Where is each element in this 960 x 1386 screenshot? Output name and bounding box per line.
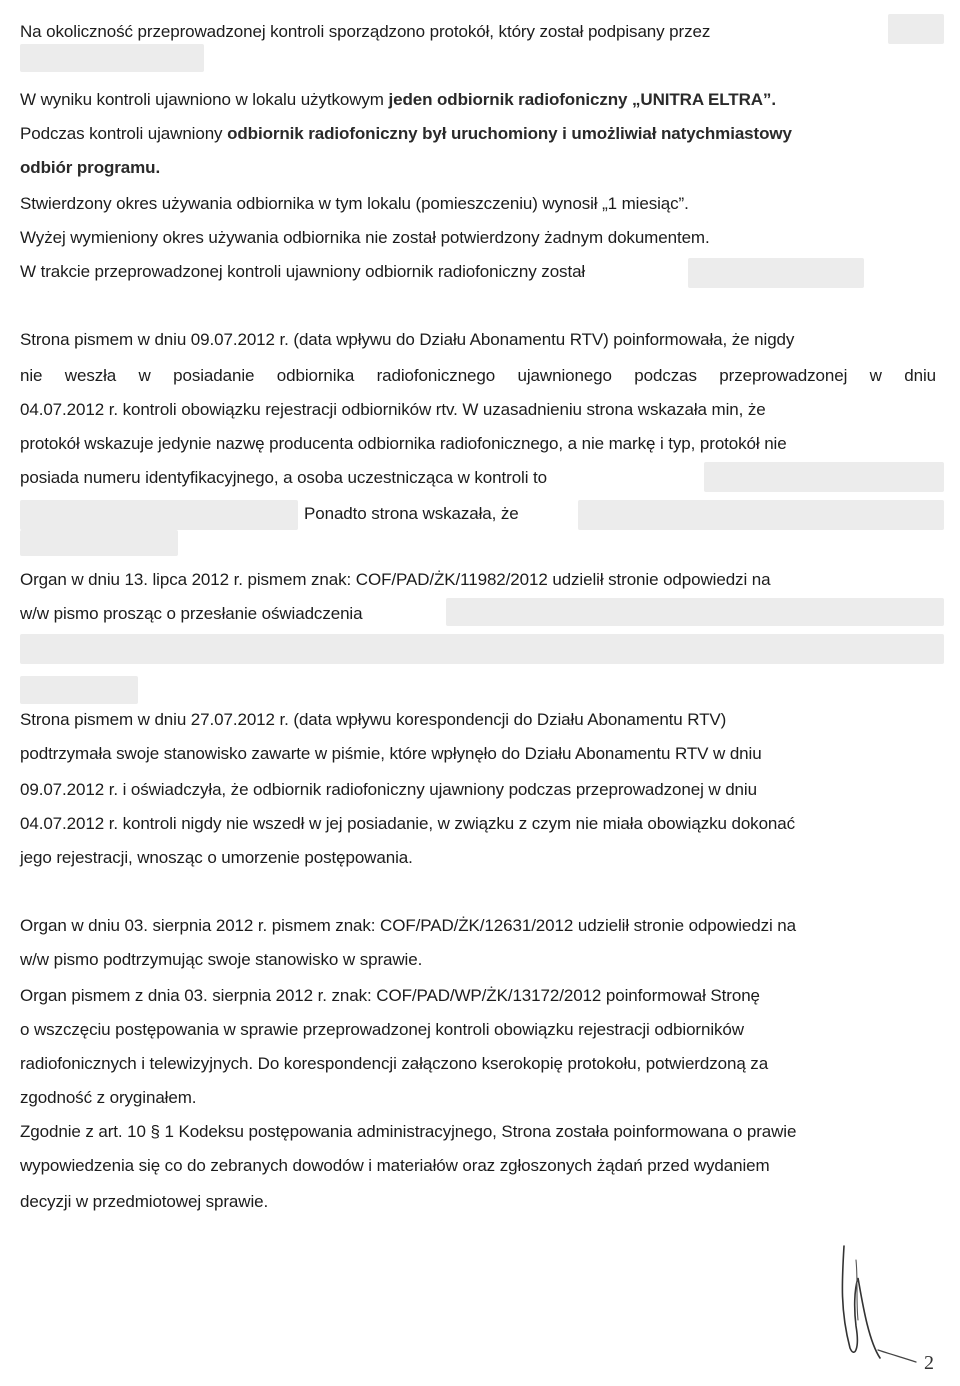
text-line: Organ w dniu 13. lipca 2012 r. pismem znak: COF/PAD/ŻK/11982/2012 udzielił stronie odpowiedzi na bbox=[20, 570, 771, 589]
redaction-block bbox=[578, 500, 944, 530]
bold-text-line: odbiór programu. bbox=[20, 158, 161, 177]
redaction-block bbox=[20, 44, 204, 72]
bold-text-span: odbiornik radiofoniczny był uruchomiony i umożliwiał natychmiastowy bbox=[227, 124, 792, 143]
text-span: Podczas kontroli ujawniony bbox=[20, 124, 223, 143]
text-line: w/w pismo prosząc o przesłanie oświadczenia bbox=[20, 604, 363, 623]
redaction-block bbox=[704, 462, 944, 492]
text-line: o wszczęciu postępowania w sprawie przeprowadzonej kontroli obowiązku rejestracji odbiorników bbox=[20, 1020, 744, 1039]
text-line: Ponadto strona wskazała, że bbox=[304, 504, 519, 523]
redaction-block bbox=[20, 500, 298, 530]
text-line bbox=[20, 88, 776, 112]
text-line: posiada numeru identyfikacyjnego, a osoba uczestnicząca w kontroli to bbox=[20, 468, 548, 487]
text-line: Strona pismem w dniu 09.07.2012 r. (data wpływu do Działu Abonamentu RTV) poinformowała, że nigdy bbox=[20, 330, 795, 349]
bold-text-span: jeden odbiornik radiofoniczny „UNITRA ELTRA”. bbox=[388, 90, 776, 109]
text-line: zgodność z oryginałem. bbox=[20, 1088, 197, 1107]
text-line: wypowiedzenia się co do zebranych dowodów i materiałów oraz zgłoszonych żądań przed wydaniem bbox=[20, 1156, 770, 1175]
redaction-block bbox=[446, 598, 944, 626]
text-line: w/w pismo podtrzymując swoje stanowisko w sprawie. bbox=[20, 950, 423, 969]
text-line: jego rejestracji, wnosząc o umorzenie postępowania. bbox=[20, 848, 413, 867]
text-line: radiofonicznych i telewizyjnych. Do korespondencji załączono kserokopię protokołu, potwierdzoną za bbox=[20, 1054, 769, 1073]
redaction-block bbox=[20, 530, 178, 556]
text-line: Stwierdzony okres używania odbiornika w tym lokalu (pomieszczeniu) wynosił „1 miesiąc”. bbox=[20, 194, 689, 213]
text-line: Zgodnie z art. 10 § 1 Kodeksu postępowania administracyjnego, Strona została poinformowana o prawie bbox=[20, 1122, 797, 1141]
text-line: W trakcie przeprowadzonej kontroli ujawniony odbiornik radiofoniczny został bbox=[20, 262, 586, 281]
text-span: W wyniku kontroli ujawniono w lokalu użytkowym bbox=[20, 90, 384, 109]
text-line: 04.07.2012 r. kontroli obowiązku rejestracji odbiorników rtv. W uzasadnieniu strona wskazała min, że bbox=[20, 400, 766, 419]
text-line: Organ pismem z dnia 03. sierpnia 2012 r. znak: COF/PAD/WP/ŻK/13172/2012 poinformował Stronę bbox=[20, 986, 760, 1005]
page-number: 2 bbox=[924, 1352, 934, 1374]
text-line: Strona pismem w dniu 27.07.2012 r. (data wpływu korespondencji do Działu Abonamentu RTV) bbox=[20, 710, 727, 729]
redaction-block bbox=[888, 14, 944, 44]
text-line: protokół wskazuje jedynie nazwę producenta odbiornika radiofonicznego, a nie markę i typ, protokół nie bbox=[20, 434, 787, 453]
handwritten-signature bbox=[820, 1230, 930, 1370]
text-line bbox=[20, 122, 792, 146]
text-line: Wyżej wymieniony okres używania odbiornika nie został potwierdzony żadnym dokumentem. bbox=[20, 228, 710, 247]
text-line: Na okoliczność przeprowadzonej kontroli sporządzono protokół, który został podpisany przez bbox=[20, 22, 711, 41]
text-line: 09.07.2012 r. i oświadczyła, że odbiornik radiofoniczny ujawniony podczas przeprowadzonej w dniu bbox=[20, 780, 757, 799]
text-line: Organ w dniu 03. sierpnia 2012 r. pismem znak: COF/PAD/ŻK/12631/2012 udzielił stronie odpowiedzi na bbox=[20, 916, 796, 935]
redaction-block bbox=[20, 676, 138, 704]
text-line: decyzji w przedmiotowej sprawie. bbox=[20, 1192, 269, 1211]
text-line: 04.07.2012 r. kontroli nigdy nie wszedł w jej posiadanie, w związku z czym nie miała obowiązku dokonać bbox=[20, 814, 796, 833]
redaction-block bbox=[688, 258, 864, 288]
redaction-block bbox=[20, 634, 944, 664]
text-line: podtrzymała swoje stanowisko zawarte w piśmie, które wpłynęło do Działu Abonamentu RTV w dniu bbox=[20, 744, 762, 763]
text-line: nie weszła w posiadanie odbiornika radiofonicznego ujawnionego podczas przeprowadzonej w dniu bbox=[20, 366, 936, 385]
